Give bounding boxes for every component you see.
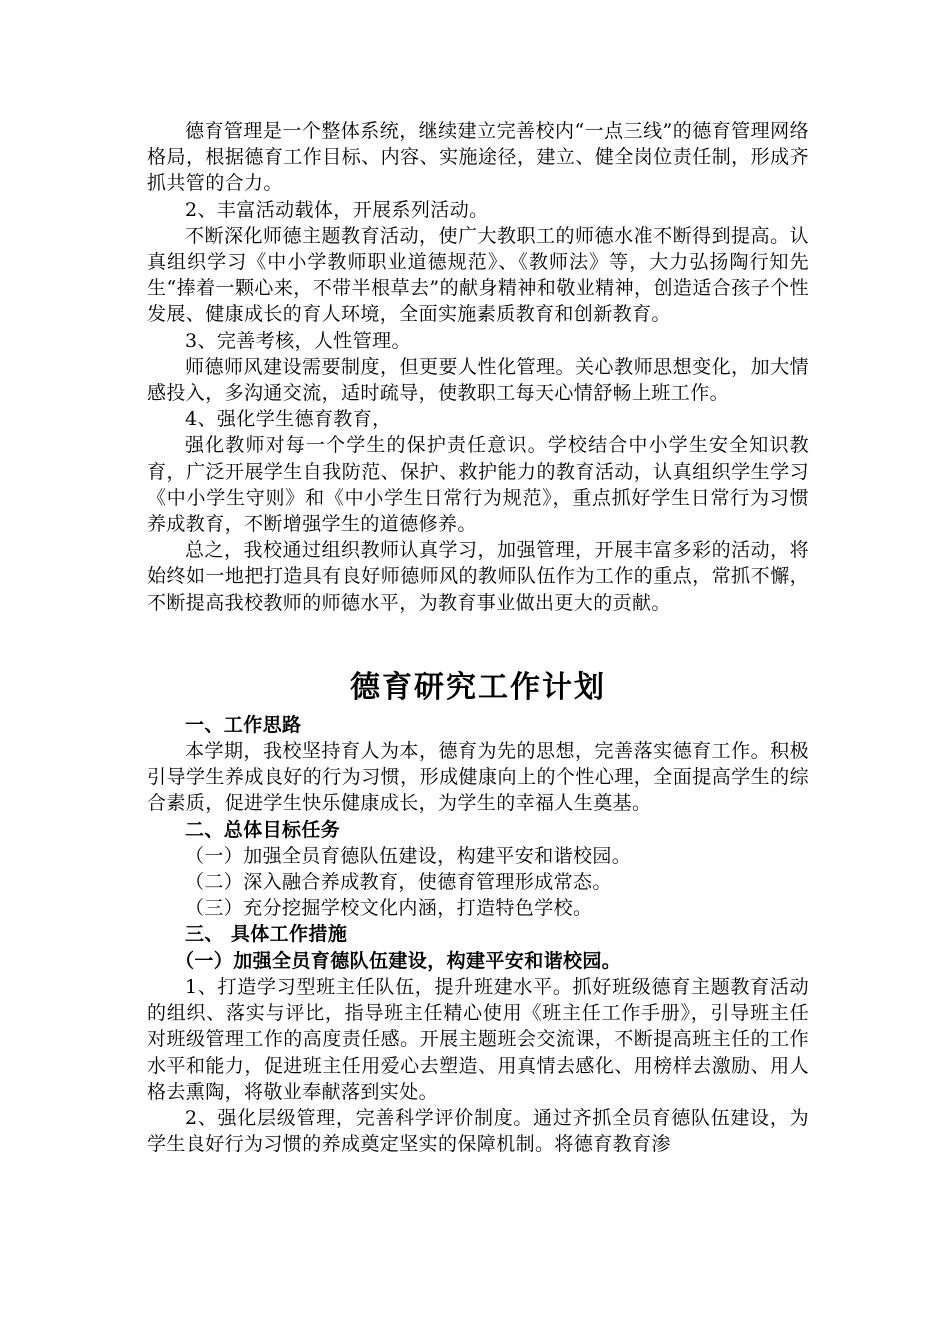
paragraph-class-teacher-team: 1、打造学习型班主任队伍，提升班建水平。抓好班级德育主题教育活动的组织、落实与评比，指导班主任精心使用《班主任工作手册》，引导班主任对班级管理工作的高度责任感。开展主题班会交流课，不断提高班主任的工作水平和能力，促进班主任用爱心去塑造、用真情去感化、用榜样去激励、用人格去熏陶，将敬业奉献落到实处。 — [147, 975, 809, 1103]
section-heading-measures: 三、 具体工作措施 — [185, 923, 348, 946]
item-heading-3: 3、完善考核，人性管理。 — [185, 329, 411, 352]
paragraph-conclusion: 总之，我校通过组织教师认真学习，加强管理，开展丰富多彩的活动，将始终如一地把打造具有良好师德师风的教师队伍作为工作的重点，常抓不懈，不断提高我校教师的师德水平，为教育事业做出更大的贡献。 — [147, 539, 809, 614]
subsection-heading-team-building: （一）加强全员育德队伍建设，构建平安和谐校园。 — [175, 949, 622, 972]
paragraph-student-safety: 强化教师对每一个学生的保护责任意识。学校结合中小学生安全知识教育，广泛开展学生自我防范、保护、救护能力的教育活动，认真组织学生学习《中小学生守则》和《中小学生日常行为规范》，重点抓好学生日常行为习惯养成教育，不断增强学生的道德修养。 — [147, 434, 809, 536]
paragraph-ethics-education: 不断深化师德主题教育活动，使广大教职工的师德水准不断得到提高。认真组织学习《中小学教师职业道德规范》、《教师法》等，大力弘扬陶行知先生“捧着一颗心来，不带半根草去”的献身精神和敬业精神，创造适合孩子个性发展、健康成长的育人环境，全面实施素质教育和创新教育。 — [147, 224, 809, 326]
paragraph-management-system: 德育管理是一个整体系统，继续建立完善校内“一点三线”的德育管理网络格局，根据德育工作目标、内容、实施途径，建立、健全岗位责任制，形成齐抓共管的合力。 — [147, 120, 809, 195]
paragraph-work-ideas: 本学期，我校坚持育人为本，德育为先的思想，完善落实德育工作。积极引导学生养成良好的行为习惯，形成健康向上的个性心理，全面提高学生的综合素质，促进学生快乐健康成长，为学生的幸福人生奠基。 — [147, 740, 809, 815]
goal-item: （二）深入融合养成教育，使德育管理形成常态。 — [185, 871, 612, 894]
paragraph-humanized-management: 师德师风建设需要制度，但更要人性化管理。关心教师思想变化，加大情感投入，多沟通交流，适时疏导，使教职工每天心情舒畅上班工作。 — [147, 355, 809, 405]
goal-item: （三）充分挖掘学校文化内涵，打造特色学校。 — [185, 897, 593, 920]
paragraph-level-management: 2、强化层级管理，完善科学评价制度。通过齐抓全员育德队伍建设，为学生良好行为习惯的养成奠定坚实的保障机制。将德育教育渗 — [147, 1106, 809, 1156]
goal-item: （一）加强全员育德队伍建设，构建平安和谐校园。 — [185, 844, 632, 867]
document-page — [147, 118, 809, 1157]
item-heading-2: 2、丰富活动载体，开展系列活动。 — [185, 198, 489, 221]
section-gap — [147, 616, 809, 668]
document-title: 德育研究工作计划 — [350, 669, 606, 705]
item-heading-4: 4、强化学生德育教育， — [185, 408, 392, 431]
section-heading-work-ideas: 一、工作思路 — [185, 713, 302, 736]
section-heading-goals: 二、总体目标任务 — [185, 818, 341, 841]
